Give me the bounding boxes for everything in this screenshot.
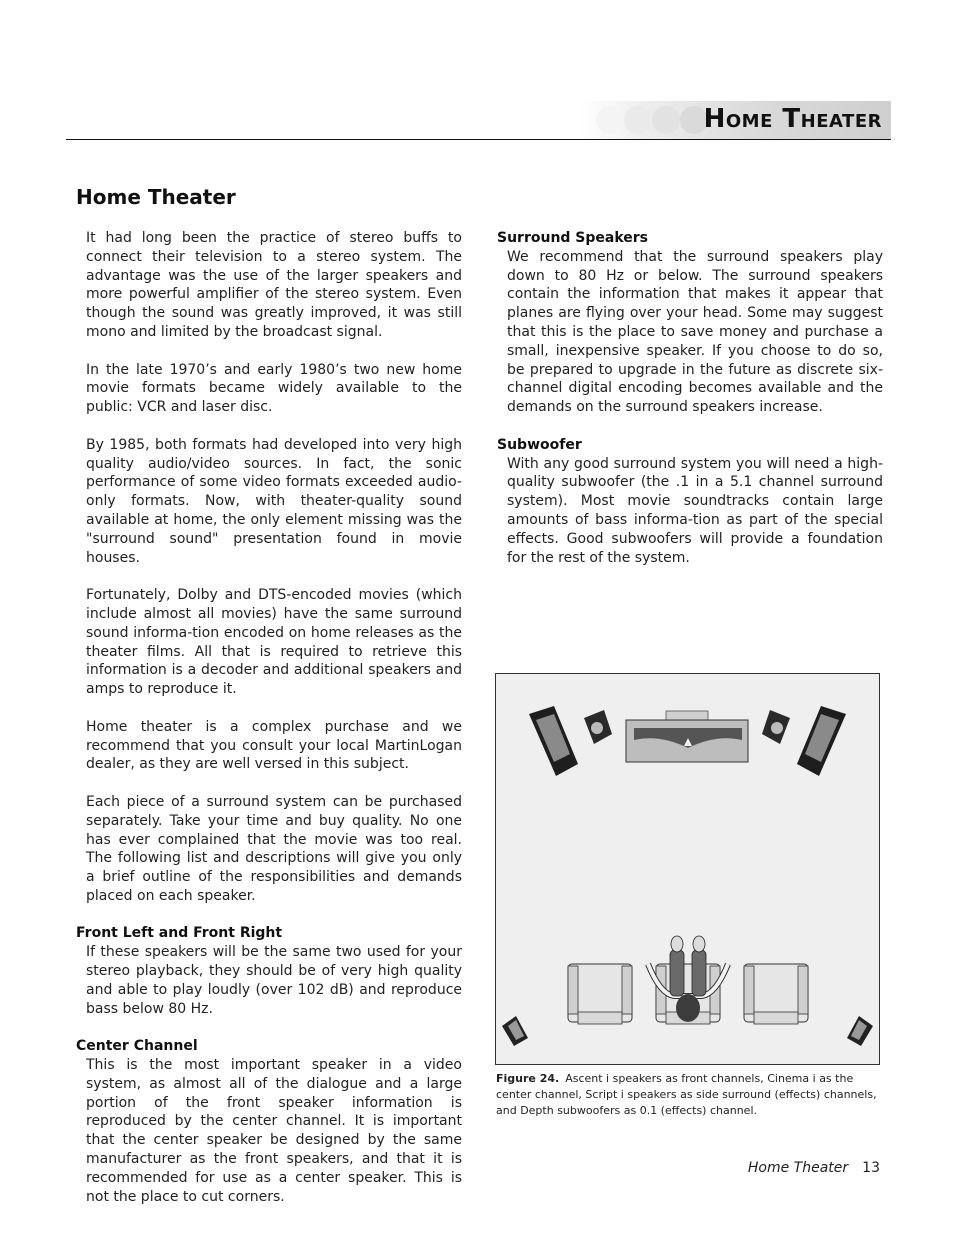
footer-section: Home Theater (747, 1160, 849, 1176)
page-number: 13 (862, 1160, 880, 1176)
page-title: Home Theater (76, 185, 236, 209)
paragraph: Each piece of a surround system can be purchased separately. Take your time and buy quality. No one has ever complained that the movie was too real. The following list and descriptions will give you only a brief outline of the responsibilities and demands placed on each speaker. (86, 793, 462, 904)
paragraph: Home theater is a complex purchase and we recommend that you consult your local MartinLogan dealer, as they are well versed in this subject. (86, 718, 462, 773)
paragraph: In the late 1970’s and early 1980’s two new home movie formats became widely available to the public: VCR and laser disc. (86, 361, 462, 416)
subwoofer-text: With any good surround system you will need a high-quality subwoofer (the .1 in a 5.1 channel surround system). Most movie soundtracks contain large amounts of bass informa-tion as part of the special effects. Good subwoofers will provide a foundation for the rest of the system. (507, 455, 883, 566)
right-column (497, 229, 883, 586)
header-decoration (590, 101, 710, 139)
paragraph: By 1985, both formats had developed into very high quality audio/video sources. In fact, the sonic performance of some video formats exceeded audio-only formats. Now, with theater-quality sound available at home, the only element missing was the "surround sound" presentation found in movie houses. (86, 436, 462, 566)
rear-left-speaker-icon (502, 1016, 528, 1046)
center-channel-speaker-icon (626, 711, 748, 762)
front-speakers-text: If these speakers will be the same two used for your stereo playback, they should be of very high quality and able to play loudly (over 102 dB) and reproduce bass below 80 Hz. (86, 944, 462, 1017)
right-chair-icon (744, 964, 808, 1024)
center-channel-heading: Center Channel (76, 1038, 198, 1055)
front-right-speaker-icon (797, 706, 846, 776)
rear-right-speaker-icon (847, 1016, 873, 1046)
figure-caption-text: Ascent i speakers as front channels, Cinema i as the center channel, Script i speakers as side surround (effects) channels, and Depth subwoofers as 0.1 (effects) channel. (496, 1072, 877, 1117)
front-right-small-speaker-icon (762, 710, 790, 744)
room-layout-figure (495, 673, 880, 1065)
front-speakers-heading: Front Left and Front Right (76, 925, 283, 942)
surround-speakers-heading: Surround Speakers (497, 230, 649, 246)
paragraph: It had long been the practice of stereo buffs to connect their television to a stereo system. The advantage was the use of the larger speakers and more powerful amplifier of the stereo system. Even though the sound was greatly improved, it was still mono and limited by the broadcast signal. (86, 230, 462, 340)
left-column (76, 229, 462, 1225)
front-left-small-speaker-icon (584, 710, 612, 744)
surround-speakers-text: We recommend that the surround speakers play down to 80 Hz or below. The surround speakers contain the information that makes it appear that planes are flying over your head. Some may suggest that this is the place to save money and purchase a small, inexpensive speaker. If you choose to do so, be prepared to upgrade in the future as discrete six-channel digital encoding becomes available and the demands on the surround speakers increase. (507, 248, 883, 416)
center-channel-text: This is the most important speaker in a video system, as almost all of the dialogue and a large portion of the front speaker information is reproduced by the center channel. It is important that the center speaker be designed by the same manufacturer as the front speakers, and that it is recommended for use as a center speaker. This is not the place to cut corners. (86, 1057, 462, 1205)
paragraph: Fortunately, Dolby and DTS-encoded movies (which include almost all movies) have the same surround sound informa-tion encoded on home releases as the theater films. All that is required to retrieve this information is a decoder and additional speakers and amps to reproduce it. (86, 587, 462, 698)
figure-label: Figure 24. (496, 1072, 560, 1085)
figure-caption (496, 1071, 886, 1119)
subwoofer-heading: Subwoofer (497, 436, 582, 453)
page-footer (748, 1160, 880, 1176)
header-rule (66, 139, 891, 140)
front-left-speaker-icon (529, 706, 578, 776)
left-chair-icon (568, 964, 632, 1024)
header-title: Home Theater (703, 104, 882, 134)
